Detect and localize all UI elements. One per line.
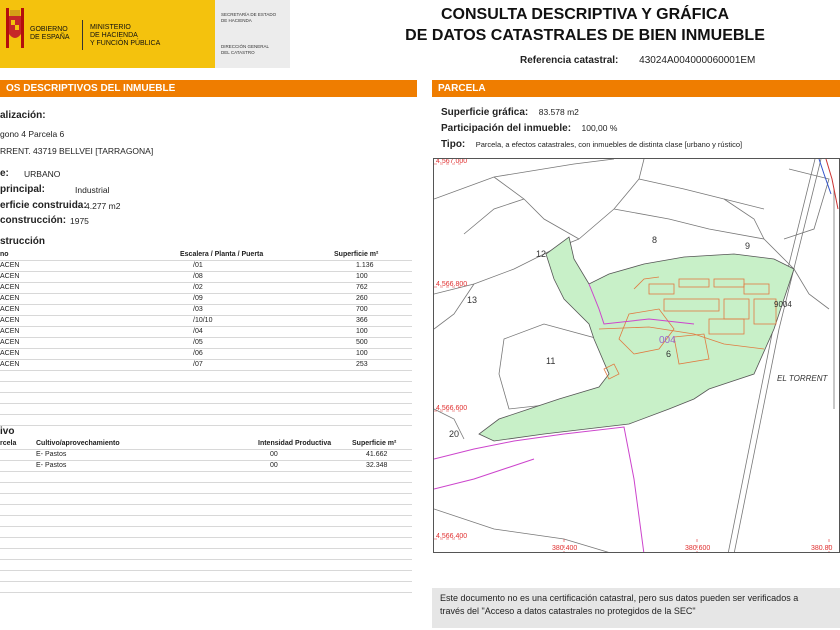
use-label: principal: [0, 184, 46, 195]
built-area-label: erficie construida: [0, 200, 87, 211]
direccion-name: DIRECCIÓN GENERAL DEL CATASTRO [221, 44, 270, 55]
cell-intensity: 00 [270, 451, 278, 458]
label-11: 11 [546, 356, 556, 366]
label-13: 13 [467, 295, 478, 305]
cell-use: ACEN [0, 328, 20, 335]
cell-use: ACEN [0, 273, 20, 280]
subject-parcel[interactable] [479, 237, 794, 441]
ministry-name: MINISTERIO DE HACIENDA Y FUNCIÓN PÚBLICA [90, 24, 161, 47]
label-8: 8 [652, 235, 658, 245]
coord-x1: 380.400 [552, 545, 578, 552]
class-value: URBANO [24, 169, 61, 179]
coord-y1: 4.567.000 [436, 159, 468, 165]
cell-stair: /01 [193, 262, 203, 269]
cell-crop-area: 41.662 [366, 451, 388, 458]
col-crop: Cultivo/aprovechamiento [36, 440, 120, 447]
ref-label: Referencia catastral: [520, 55, 619, 66]
coord-x2: 380.600 [685, 545, 711, 552]
label-9: 9 [745, 241, 751, 251]
coat-of-arms-icon [4, 6, 26, 56]
label-20: 20 [449, 429, 460, 439]
coord-y3: 4.566.600 [436, 405, 468, 412]
cell-crop-area: 32.348 [366, 462, 388, 469]
secretaria-name: SECRETARÍA DE ESTADO DE HACIENDA [221, 12, 277, 23]
notice-line1: Este documento no es una certificación catastral, pero sus datos pueden ser verificados a [440, 593, 799, 603]
class-label: e: [0, 168, 9, 179]
cell-stair: /02 [193, 284, 203, 291]
year-label: construcción: [0, 215, 67, 226]
cell-stair: /06 [193, 350, 203, 357]
logo-divider [82, 20, 83, 50]
cell-area: 500 [356, 339, 368, 346]
cell-use: ACEN [0, 361, 20, 368]
descriptive-data-header: OS DESCRIPTIVOS DEL INMUEBLE [0, 80, 417, 97]
government-logo-block [0, 0, 215, 68]
cadastral-reference [520, 55, 755, 66]
page-title: CONSULTA DESCRIPTIVA Y GRÁFICA DE DATOS CATASTRALES DE BIEN INMUEBLE [405, 6, 765, 44]
label-9004: 9004 [774, 300, 792, 309]
cell-use: ACEN [0, 306, 20, 313]
use-value: Industrial [75, 185, 110, 195]
coord-x3: 380.80 [811, 545, 833, 552]
col-area: Superficie m² [334, 251, 379, 258]
parcel-type: Tipo: Parcela, a efectos catastrales, con inmuebles de distinta clase [urbano y rústico] [441, 139, 743, 150]
cell-area: 100 [356, 350, 368, 357]
cell-stair: /10/10 [193, 317, 213, 324]
label-el-torrent: EL TORRENT [777, 374, 828, 383]
cell-area: 762 [356, 284, 368, 291]
cell-stair: /08 [193, 273, 203, 280]
crop-table [0, 438, 412, 598]
cell-use: ACEN [0, 317, 20, 324]
label-004: 004 [659, 335, 676, 346]
cell-area: 700 [356, 306, 368, 313]
cell-use: ACEN [0, 295, 20, 302]
notice-line2: través del "Acceso a datos catastrales no protegidos de la SEC" [440, 606, 696, 616]
cell-use: ACEN [0, 350, 20, 357]
label-6: 6 [666, 349, 672, 359]
cell-use: ACEN [0, 284, 20, 291]
cell-area: 100 [356, 273, 368, 280]
col-crop-area: Superficie m² [352, 440, 397, 447]
construction-title: strucción [0, 236, 46, 247]
coord-y4: 4.566.400 [436, 533, 468, 540]
map-svg [434, 159, 840, 553]
location-line1: gono 4 Parcela 6 [0, 129, 65, 139]
cell-stair: /07 [193, 361, 203, 368]
cell-crop: E- Pastos [36, 462, 67, 469]
org-box [215, 0, 290, 68]
built-area-value: 4.277 m2 [85, 201, 121, 211]
cell-intensity: 00 [270, 462, 278, 469]
cell-area: 260 [356, 295, 368, 302]
col-intensity: Intensidad Productiva [258, 440, 332, 447]
water-line [819, 159, 831, 194]
location-label: alización: [0, 110, 46, 121]
graphic-area: Superficie gráfica: 83.578 m2 [441, 107, 579, 118]
col-stair-floor-door: Escalera / Planta / Puerta [180, 251, 264, 258]
cell-crop: E- Pastos [36, 451, 67, 458]
year-value: 1975 [70, 216, 89, 226]
cell-area: 100 [356, 328, 368, 335]
col-subparcel: rcela [0, 440, 17, 447]
gov-name: GOBIERNO DE ESPAÑA [30, 26, 70, 41]
cell-stair: /09 [193, 295, 203, 302]
coord-y2: 4.566.800 [436, 281, 468, 288]
col-use: no [0, 251, 9, 258]
cell-area: 1.136 [356, 262, 374, 269]
cell-use: ACEN [0, 339, 20, 346]
cell-use: ACEN [0, 262, 20, 269]
cell-stair: /03 [193, 306, 203, 313]
parcel-header: PARCELA [432, 80, 840, 97]
label-12: 12 [536, 249, 547, 259]
cell-area: 366 [356, 317, 368, 324]
cell-area: 253 [356, 361, 368, 368]
empty-row [0, 581, 412, 593]
crop-title: ivo [0, 426, 15, 437]
cell-stair: /04 [193, 328, 203, 335]
ref-value: 43024A004000060001EM [639, 55, 756, 66]
construction-table [0, 249, 412, 425]
cell-stair: /05 [193, 339, 203, 346]
disclaimer-notice [432, 588, 840, 628]
participation: Participación del inmueble: 100,00 % [441, 123, 618, 134]
location-line2: RRENT. 43719 BELLVEI [TARRAGONA] [0, 146, 154, 156]
cadastral-map[interactable] [433, 158, 840, 553]
empty-row [0, 414, 412, 426]
